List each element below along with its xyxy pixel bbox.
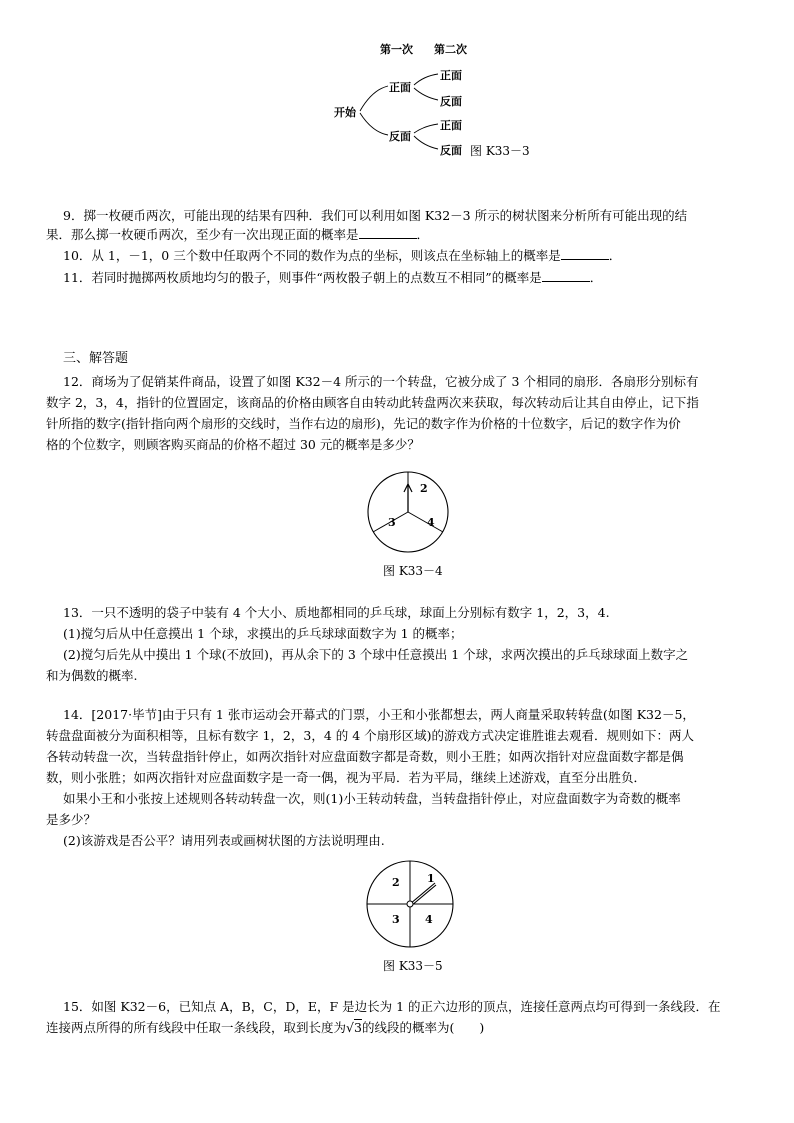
spinner1-number-3: 3 [388,516,396,529]
q10 [63,247,621,264]
tree-header-first: 第一次 [380,43,413,56]
q14-line-6: 是多少？ [46,812,97,827]
q15-line-1: 15．如图 K32－6，已知点 A，B，C，D，E，F 是边长为 1 的正六边形的顶点，连接任意两点均可得到一条线段．在 [63,999,721,1014]
q9-answer-blank[interactable] [359,226,417,239]
branch-tails-heads [414,124,438,133]
tree-second-tails-1: 反面 [440,95,462,108]
tree-header-second: 第二次 [434,43,467,56]
q12-line-2: 数字 2，3，4，指针的位置固定，该商品的价格由顾客自由转动此转盘两次来获取，每次转动后让其自由停止，记下指 [46,395,699,410]
spinner1-caption: 图 K33－4 [383,564,443,578]
q15-end: 的线段的概率为( ) [361,1020,485,1035]
tree-second-heads-2: 正面 [440,119,462,132]
section-heading: 三、解答题 [63,351,129,366]
tree-branches [0,0,794,170]
q14-line-1: 14．[2017·毕节]由于只有 1 张市运动会开幕式的门票，小王和小张都想去，两人商量采取转转盘(如图 K32－5， [63,707,695,722]
branch-heads-tails [414,88,438,100]
tree-start: 开始 [334,106,356,119]
tree-first-heads: 正面 [389,81,411,94]
q13-line-3: (2)搅匀后先从中摸出 1 个球(不放回)，再从余下的 3 个球中任意摸出 1 个球，求两次摸出的乒乓球球面上数字之 [63,647,689,662]
spinner2-pointer [410,883,435,904]
q9-end: ． [416,227,430,242]
q12-line-3: 针所指的数字(指针指向两个扇形的交线时，当作右边的扇形)，先记的数字作为价格的十位数字，后记的数字作为价 [46,416,681,431]
spinner1-number-2: 2 [420,482,428,495]
branch-tails-tails [414,136,438,149]
q14-line-4: 数，则小张胜；如两次指针对应盘面数字是一奇一偶，视为平局．若为平局，继续上述游戏，直至分出胜负． [46,770,647,785]
tree-second-heads-1: 正面 [440,69,462,82]
branch-heads-heads [414,74,438,85]
q11-text: 11．若同时抛掷两枚质地均匀的骰子，则事件“两枚骰子朝上的点数互不相同”的概率是 [63,270,542,285]
spinner2-number-4: 4 [425,913,433,926]
spinner2-pointer-edge [411,885,436,906]
spinner2-number-3: 3 [392,913,400,926]
q11-end: ． [589,270,603,285]
q11-answer-blank[interactable] [542,269,590,282]
q14-line-3: 各转动转盘一次，当转盘指针停止，如两次指针对应盘面数字都是奇数，则小王胜；如两次指针对应盘面数字都是偶 [46,749,684,764]
q9-line-2 [46,226,429,243]
spinner2-number-1: 1 [427,872,435,885]
spinner-four-sectors [362,858,462,958]
q10-end: ． [608,248,622,263]
q10-answer-blank[interactable] [561,247,609,260]
q14-line-2: 转盘盘面被分为面积相等，且标有数字 1，2，3，4 的 4 个扇形区域)的游戏方式决定谁胜谁去观看．规则如下：两人 [46,728,695,743]
spinner1-number-4: 4 [427,516,435,529]
q13-line-1: 13．一只不透明的袋子中装有 4 个大小、质地都相同的乒乓球，球面上分别标有数字 1，2，3，4. [63,605,610,620]
spinner-three-sectors [360,468,460,558]
q10-text: 10．从 1，－1，0 三个数中任取两个不同的数作为点的坐标，则该点在坐标轴上的概率是 [63,248,561,263]
spinner2-number-2: 2 [392,876,400,889]
sqrt-sign: √ [346,1020,354,1035]
tree-second-tails-2: 反面 [440,144,462,157]
q15-text: 连接两点所得的所有线段中任取一条线段，取到长度为 [46,1020,347,1035]
tree-first-tails: 反面 [389,130,411,143]
spinner2-caption: 图 K33－5 [383,959,443,973]
q12-line-1: 12．商场为了促销某件商品，设置了如图 K32－4 所示的一个转盘，它被分成了 3 个相同的扇形．各扇形分别标有 [63,374,699,389]
branch-start-tails [360,113,388,135]
q9-line-1: 9．掷一枚硬币两次，可能出现的结果有四种．我们可以利用如图 K32－3 所示的树状图来分析所有可能出现的结 [63,208,688,223]
branch-start-heads [360,86,388,111]
q11 [63,269,602,286]
tree-caption: 图 K33－3 [470,144,530,158]
q13-line-4: 和为偶数的概率. [46,668,138,683]
q12-line-4: 格的个位数字，则顾客购买商品的价格不超过 30 元的概率是多少？ [46,437,420,452]
q14-line-5: 如果小王和小张按上述规则各转动转盘一次，则(1)小王转动转盘，当转盘指针停止，对应盘面数字为奇数的概率 [63,791,681,806]
q15-line-2 [46,1019,484,1036]
spinner2-hub [407,901,413,907]
spinner1-divider-right [408,512,443,532]
q14-line-7: (2)该游戏是否公平？请用列表或画树状图的方法说明理由. [63,833,385,848]
q13-line-2: (1)搅匀后从中任意摸出 1 个球，求摸出的乒乓球球面数字为 1 的概率； [63,626,463,641]
sqrt-radicand: 3 [353,1020,362,1035]
q9-text: 果．那么掷一枚硬币两次，至少有一次出现正面的概率是 [46,227,359,242]
